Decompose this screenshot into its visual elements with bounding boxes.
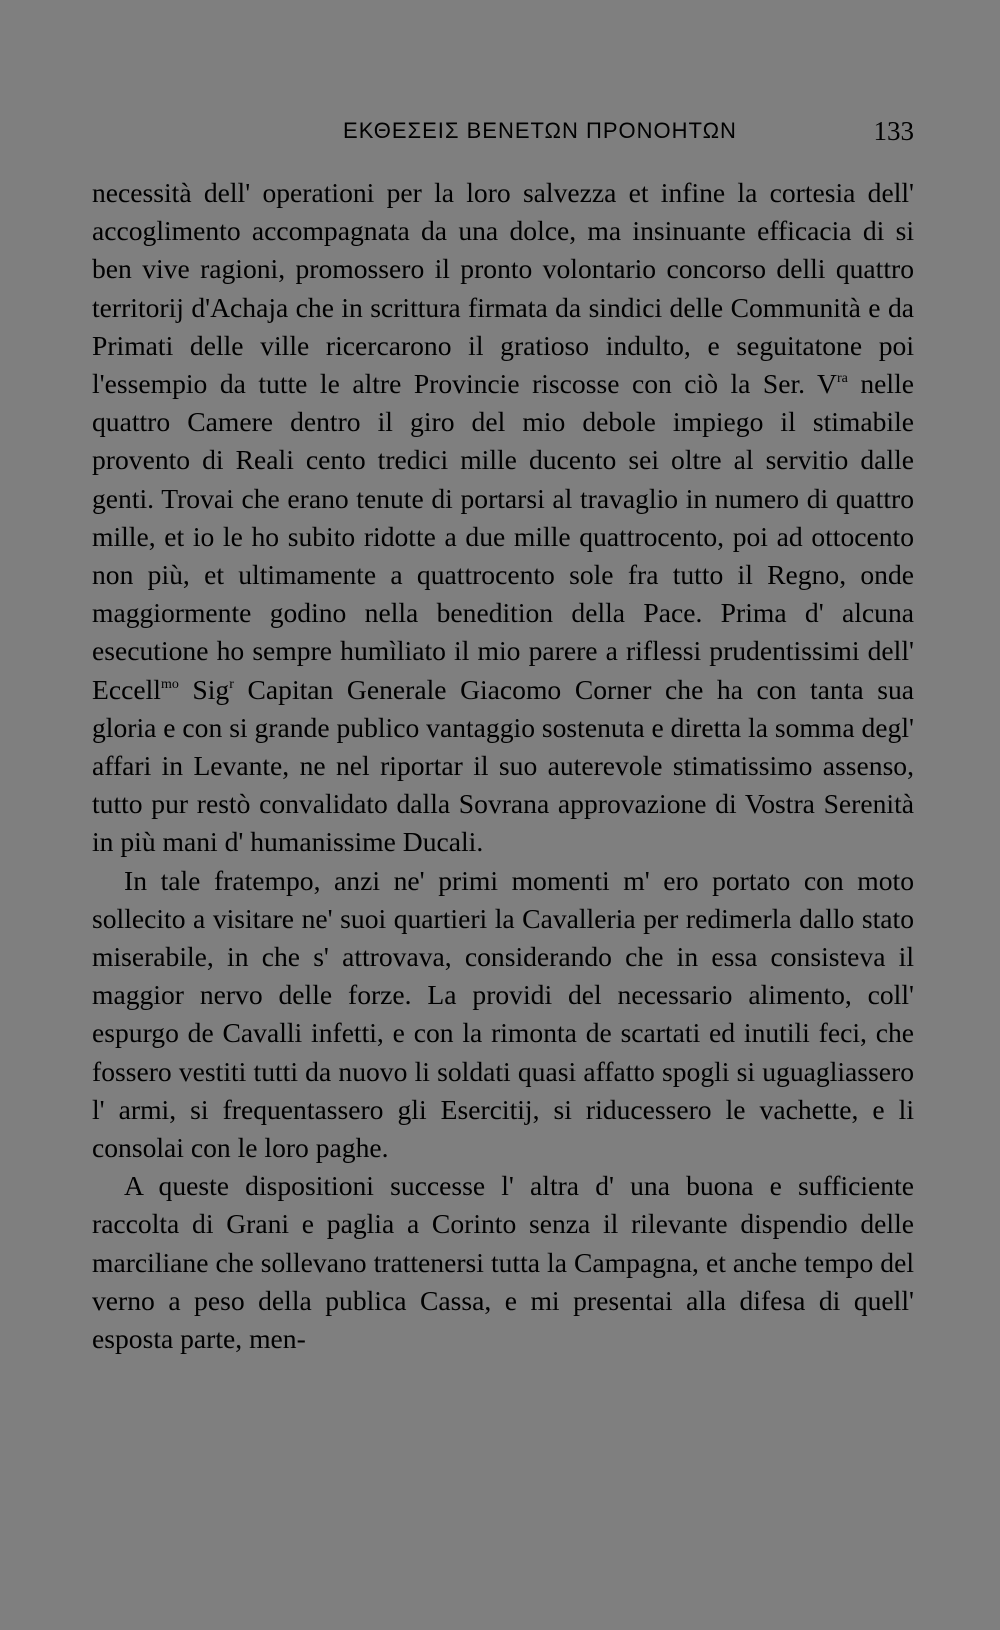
paragraph-1-text-a: necessità dell' operationi per la loro salvezza et infine la cortesia dell' accoglimento accompagnata da una dolce, ma insinuante efficacia di si ben vive ragioni, promossero il pronto volontario concorso delli quattro territorij d'Achaja che in scrittura firmata da sindici delle Communità e da Primati delle ville ricercarono il gratioso indulto, e seguitatone poi l'essempio da tutte le altre Provincie riscosse con ciò la Ser. V bbox=[92, 177, 914, 400]
body-text bbox=[92, 174, 914, 1358]
paragraph-1-text-d: Capitan Generale Giacomo Corner che ha con tanta sua gloria e con si grande publico vantaggio sostenuta e diretta la somma degl' affari in Levante, ne nel riportar il suo auterevole stimatissimo assenso, tutto pur restò convalidato dalla Sovrana approvazione di Vostra Serenità in più mani d' humanissime Ducali. bbox=[92, 673, 914, 858]
paragraph-1-text-b: nelle quattro Camere dentro il giro del mio debole impiego il stimabile provento di Reali cento tredici mille ducento sei oltre al servitio dalle genti. Trovai che erano tenute di portarsi al travaglio in numero di quattro mille, et io le ho subito ridotte a due mille quattrocento, poi ad ottocento non più, et ultimamente a quattrocento sole fra tutto il Regno, onde maggiormente godino nella benedition della Pace. Prima d' alcuna esecutione ho sempre humìliato il mio parere a riflessi prudentissimi dell' Eccell bbox=[92, 368, 914, 705]
running-head bbox=[96, 118, 914, 154]
superscript-ra: ra bbox=[836, 371, 848, 387]
superscript-r: r bbox=[229, 676, 234, 692]
paragraph-3: A queste dispositioni successe l' altra d' una buona e sufficiente raccolta di Grani e paglia a Corinto senza il rilevante dispendio delle marciliane che sollevano trattenersi tutta la Campagna, et anche tempo del verno a peso della publica Cassa, e mi presentai alla difesa di quell' esposta parte, men- bbox=[92, 1170, 914, 1355]
running-title: ΕΚΘΕΣΕΙΣ ΒΕΝΕΤΩΝ ΠΡΟΝΟΗΤΩΝ bbox=[343, 118, 737, 143]
paragraph-1-text-c: Sig bbox=[178, 673, 230, 705]
paragraph-2: In tale fratempo, anzi ne' primi momenti m' ero portato con moto sollecito a visitare ne' suoi quartieri la Cavalleria per redimerla dallo stato miserabile, in che s' attrovava, considerando che in essa consisteva il maggior nervo delle forze. La providi del necessario alimento, coll' espurgo de Cavalli infetti, e con la rimonta de scartati ed inutili feci, che fossero vestiti tutti da nuovo li soldati quasi affatto spogli si uguagliassero l' armi, si frequentassero gli Esercitij, si riducessero le vachette, e li consolai con le loro paghe. bbox=[92, 864, 914, 1164]
page-number: 133 bbox=[873, 116, 914, 146]
superscript-mo: mo bbox=[160, 676, 179, 692]
paragraph-1 bbox=[92, 174, 914, 862]
